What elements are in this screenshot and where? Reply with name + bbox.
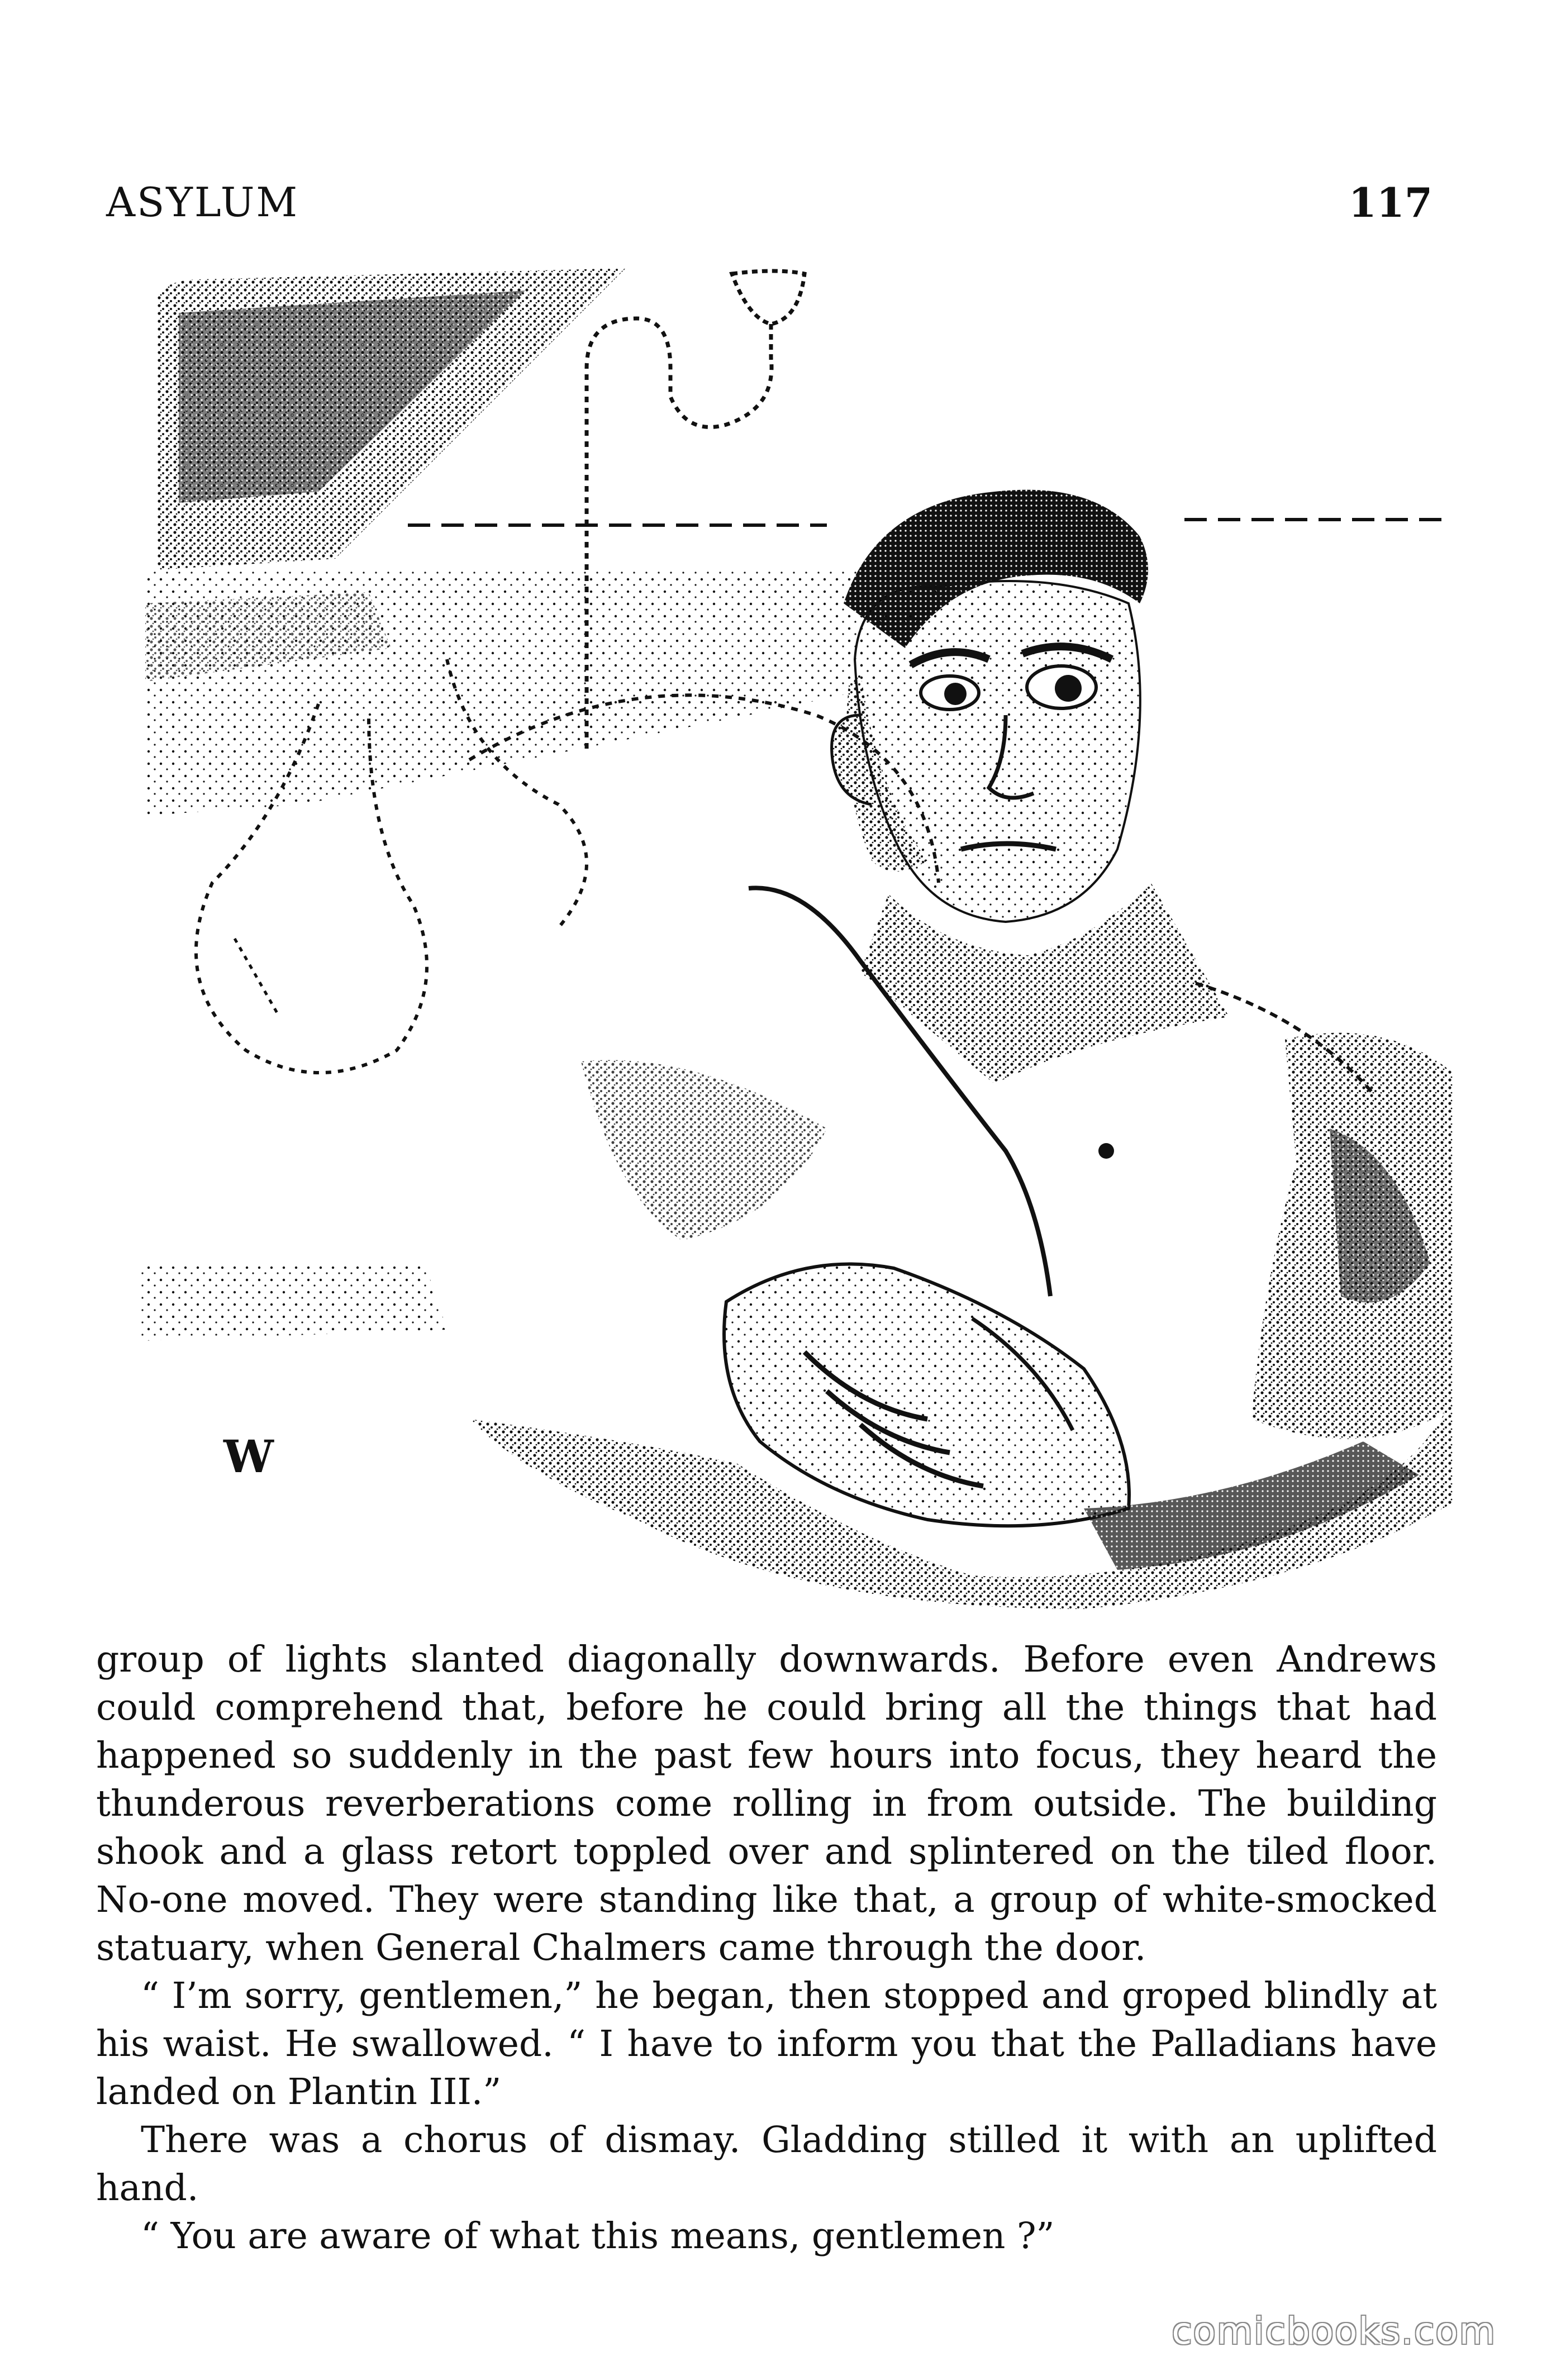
body-text <box>96 1636 1437 2260</box>
artist-signature: W <box>223 1430 272 1483</box>
illustration <box>134 257 1475 1620</box>
paragraph: “ I’m sorry, gentlemen,” he began, then stopped and groped blindly at his waist. He swallowed. “ I have to inform you that the Palladians have landed on Plantin III.” <box>96 1975 1437 2113</box>
page-number: 117 <box>1348 179 1432 226</box>
paragraph: “ You are aware of what this means, gentlemen ?” <box>141 2215 1055 2257</box>
running-title: ASYLUM <box>106 179 299 226</box>
paragraph: There was a chorus of dismay. Gladding stilled it with an uplifted hand. <box>96 2119 1437 2209</box>
running-header <box>0 179 1542 229</box>
paragraph: group of lights slanted diagonally downwards. Before even Andrews could comprehend that, before he could bring all the things that had happened so suddenly in the past few hours into focus, they heard the thunderous reverberations come rolling in from outside. The building shook and a glass retort toppled over and splintered on the tiled floor. No-one moved. They were standing like that, a group of white-smocked statuary, when General Chalmers came through the door. <box>96 1639 1437 1969</box>
watermark: comicbooks.com <box>1172 2310 1496 2353</box>
